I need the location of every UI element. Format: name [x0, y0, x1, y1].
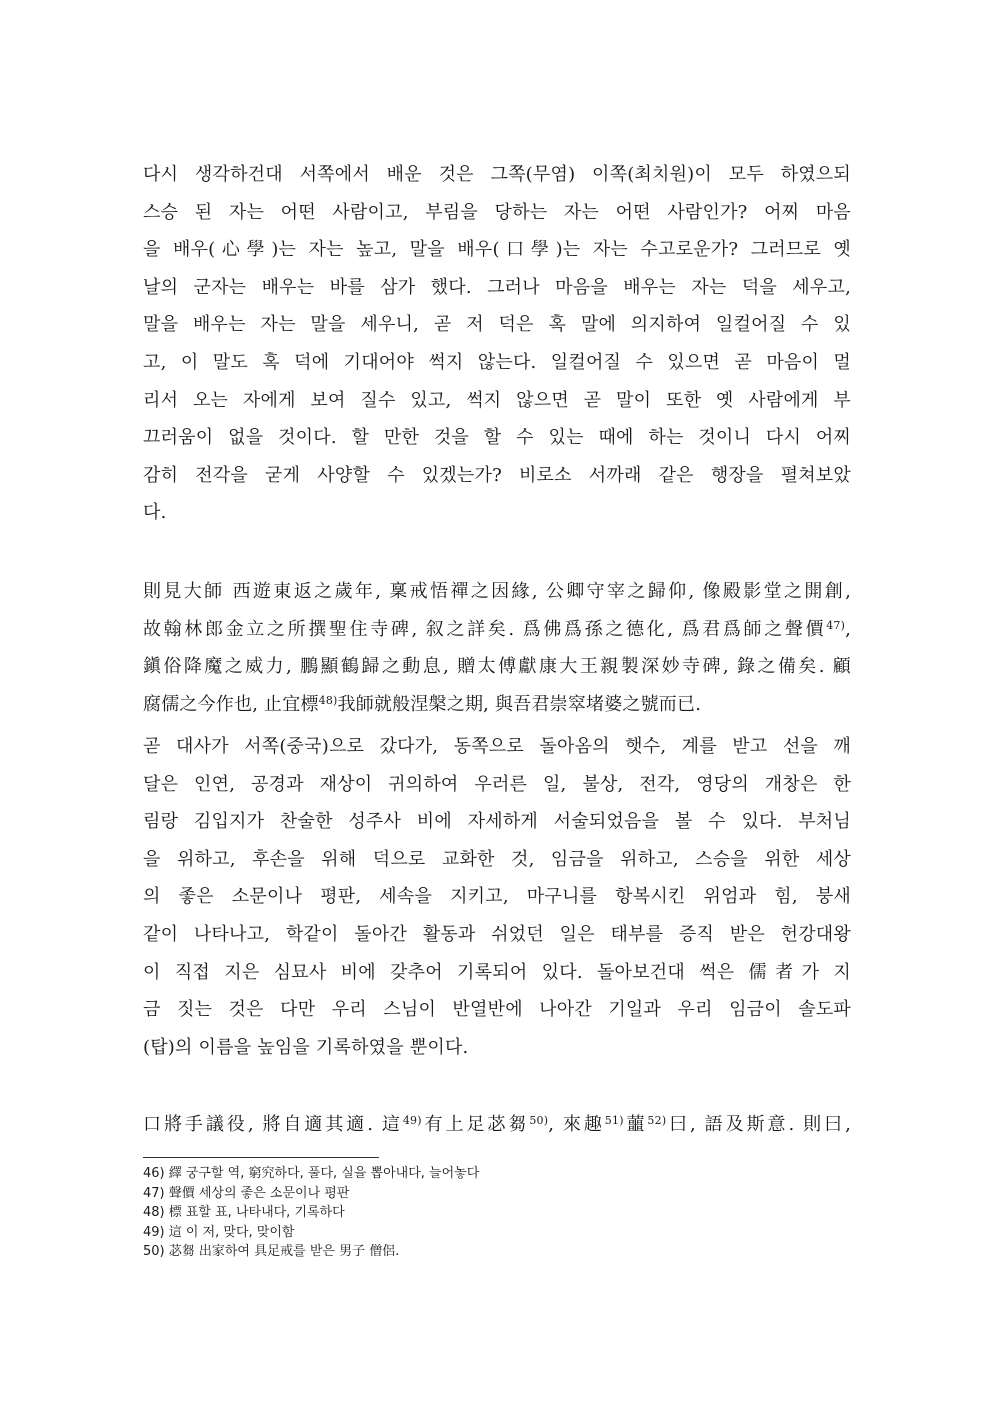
footnote-ref-50[interactable]: 50) [529, 1114, 549, 1127]
text-line: 곧 대사가 서쪽(중국)으로 갔다가, 동쪽으로 돌아옴의 햇수, 계를 받고 선을 깨 [143, 736, 851, 757]
footnote-ref-49[interactable]: 49) [402, 1114, 422, 1127]
footnote-ref-51[interactable]: 51) [604, 1114, 624, 1127]
paragraph-hanja-2 [143, 1106, 851, 1144]
paragraph-hanja-1 [143, 573, 851, 723]
text-span: 我師就般涅槃之期, 與吾君崇窣堵婆之號而已. [337, 693, 702, 715]
paragraph-korean-2 [143, 728, 851, 1066]
text-line: (탑)의 이름을 높임을 기록하였을 뿐이다. [143, 1036, 469, 1058]
text-span: 有上足苾芻 [421, 1114, 530, 1135]
text-line: 끄러움이 없을 것이다. 할 만한 것을 할 수 있는 때에 하는 것이니 다시 어찌 [143, 427, 851, 449]
text-line: 鎭俗降魔之威力, 鵬顯鶴歸之動息, 贈太傅獻康大王親製深妙寺碑, 錄之備矣. 顧 [143, 656, 851, 678]
footnote-ref-47[interactable]: 47) [826, 618, 846, 632]
text-line [143, 686, 851, 724]
text-line: 감히 전각을 굳게 사양할 수 있겠는가? 비로소 서까래 같은 행장을 펼쳐보았 [143, 464, 851, 486]
footnote-ref-48[interactable]: 48) [318, 693, 338, 707]
text-line: 이 직접 지은 심묘사 비에 갖추어 기록되어 있다. 돌아보건대 썩은 儒者가 지 [143, 961, 851, 983]
text-line: 금 짓는 것은 다만 우리 스님이 반열반에 나아간 기일과 우리 임금이 솔도파 [143, 999, 851, 1021]
text-line: 다시 생각하건대 서쪽에서 배운 것은 그쪽(무염) 이쪽(최치원)이 모두 하였으되 [143, 164, 851, 185]
text-line: 림랑 김입지가 찬술한 성주사 비에 자세하게 서술되었음을 볼 수 있다. 부처님 [143, 811, 851, 833]
text-line: 다. [143, 502, 167, 524]
text-line: 스승 된 자는 어떤 사람이고, 부림을 당하는 자는 어떤 사람인가? 어찌 마음 [143, 201, 851, 223]
text-span: 腐儒之今作也, 止宜標 [143, 693, 319, 715]
text-line: 고, 이 말도 혹 덕에 기대어야 썩지 않는다. 일컬어질 수 있으면 곧 마음이 멀 [143, 351, 851, 373]
footnote-ref-52[interactable]: 52) [647, 1114, 667, 1127]
text-span: 蘁 [623, 1114, 648, 1135]
text-line: 날의 군자는 배우는 바를 삼가 했다. 그러나 마음을 배우는 자는 덕을 세우고, [143, 276, 851, 298]
text-span: 曰, 語及斯意. 則曰, [666, 1114, 851, 1135]
text-span: , 來趣 [548, 1114, 605, 1135]
footnote-50: 50) 苾芻 出家하여 具足戒를 받은 男子 僧侶. [143, 1244, 400, 1260]
footnote-48: 48) 標 표할 표, 나타내다, 기록하다 [143, 1205, 345, 1221]
paragraph-korean-1 [143, 156, 851, 532]
text-line: 말을 배우는 자는 말을 세우니, 곧 저 덕은 혹 말에 의지하여 일컬어질 수 있 [143, 314, 851, 336]
text-line: 달은 인연, 공경과 재상이 귀의하여 우러른 일, 불상, 전각, 영당의 개창은 한 [143, 773, 851, 795]
text-line [143, 611, 851, 649]
text-span: 口將手議役, 將自適其適. 這 [143, 1114, 403, 1135]
footnote-divider [143, 1157, 379, 1158]
text-line: 則見大師 西遊東返之歲年, 稟戒悟禪之因緣, 公卿守宰之歸仰, 像殿影堂之開創, [143, 581, 851, 602]
text-line: 의 좋은 소문이나 평판, 세속을 지키고, 마구니를 항복시킨 위엄과 힘, 붕새 [143, 886, 851, 908]
text-line: 같이 나타나고, 학같이 돌아간 활동과 쉬었던 일은 태부를 증직 받은 헌강대왕 [143, 923, 851, 945]
text-line: 을 배우(心學)는 자는 높고, 말을 배우(口學)는 자는 수고로운가? 그러므로 옛 [143, 239, 851, 261]
text-line [143, 1106, 851, 1144]
footnote-47: 47) 聲價 세상의 좋은 소문이나 평판 [143, 1185, 350, 1201]
text-line: 리서 오는 자에게 보여 질수 있고, 썩지 않으면 곧 말이 또한 옛 사람에게 부 [143, 389, 851, 411]
text-line: 을 위하고, 후손을 위해 덕으로 교화한 것, 임금을 위하고, 스승을 위한 세상 [143, 848, 851, 870]
text-span: 故翰林郎金立之所撰聖住寺碑, 叙之詳矣. 爲佛爲孫之德化, 爲君爲師之聲價 [143, 618, 827, 640]
text-span: , [845, 618, 851, 640]
footnote-49: 49) 這 이 저, 맞다, 맞이함 [143, 1224, 295, 1240]
footnotes [143, 1164, 851, 1262]
footnote-46: 46) 繹 궁구할 역, 窮究하다, 풀다, 실을 뽑아내다, 늘어놓다 [143, 1166, 480, 1181]
